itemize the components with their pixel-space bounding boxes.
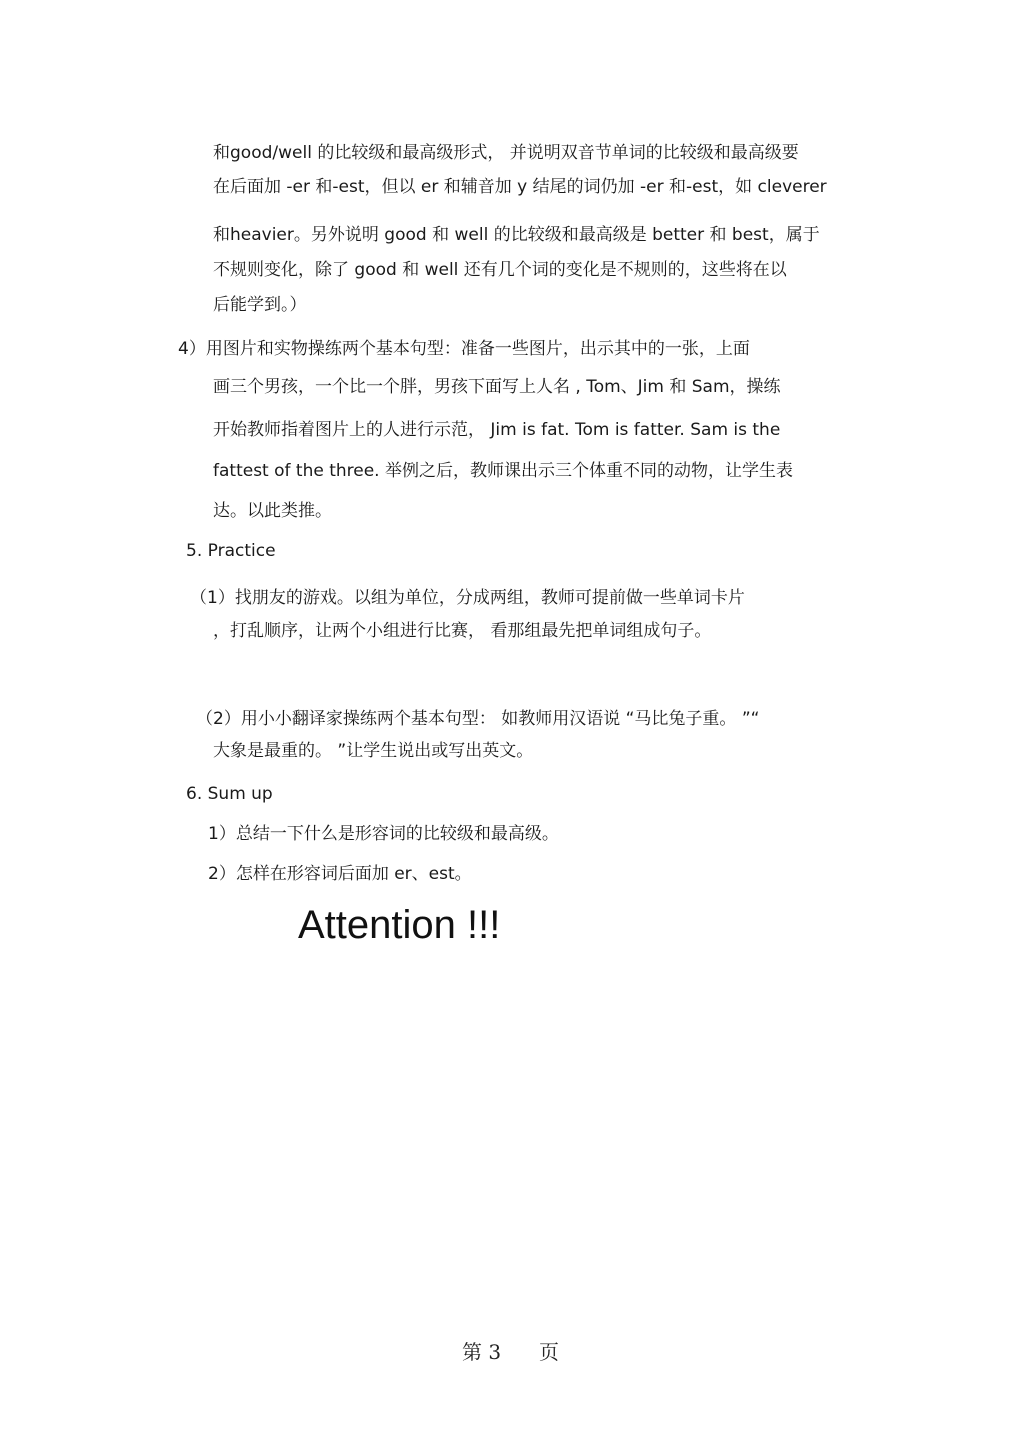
step4-line: fattest of the three. 举例之后，教师课出示三个体重不同的动物，让学生表 bbox=[213, 461, 793, 481]
practice-item-1-line: （1）找朋友的游戏。以组为单位，分成两组，教师可提前做一些单词卡片 bbox=[190, 588, 745, 608]
practice-item-2-line: 大象是最重的。 ”让学生说出或写出英文。 bbox=[213, 741, 534, 761]
sum-up-item: 2）怎样在形容词后面加 er、est。 bbox=[208, 864, 472, 884]
paragraph-line: 在后面加 -er 和-est，但以 er 和辅音加 y 结尾的词仍加 -er 和-est，如 cleverer bbox=[213, 177, 827, 197]
page-number-prefix: 第 3 bbox=[462, 1340, 502, 1364]
practice-item-2-line: （2）用小小翻译家操练两个基本句型： 如教师用汉语说 “马比兔子重。 ”“ bbox=[196, 709, 760, 729]
practice-heading: 5. Practice bbox=[186, 541, 276, 561]
paragraph-line: 和heavier。另外说明 good 和 well 的比较级和最高级是 better 和 best，属于 bbox=[213, 225, 820, 245]
paragraph-line: 不规则变化，除了 good 和 well 还有几个词的变化是不规则的，这些将在以 bbox=[213, 260, 787, 280]
practice-item-1-line: ，打乱顺序，让两个小组进行比赛， 看那组最先把单词组成句子。 bbox=[213, 621, 712, 641]
sum-up-heading: 6. Sum up bbox=[186, 784, 273, 804]
sum-up-item: 1）总结一下什么是形容词的比较级和最高级。 bbox=[208, 824, 559, 844]
paragraph-line: 和good/well 的比较级和最高级形式， 并说明双音节单词的比较级和最高级要 bbox=[213, 143, 799, 163]
step4-line: 开始教师指着图片上的人进行示范， Jim is fat. Tom is fatter. Sam is the bbox=[213, 420, 781, 440]
paragraph-line: 后能学到。） bbox=[213, 295, 307, 315]
page-number-suffix: 页 bbox=[539, 1340, 559, 1364]
step4-line: 4）用图片和实物操练两个基本句型：准备一些图片，出示其中的一张，上面 bbox=[178, 339, 750, 359]
step4-line: 画三个男孩，一个比一个胖，男孩下面写上人名 , Tom、Jim 和 Sam，操练 bbox=[213, 377, 781, 397]
attention-heading: Attention !!! bbox=[298, 903, 501, 947]
step4-line: 达。以此类推。 bbox=[213, 501, 332, 521]
